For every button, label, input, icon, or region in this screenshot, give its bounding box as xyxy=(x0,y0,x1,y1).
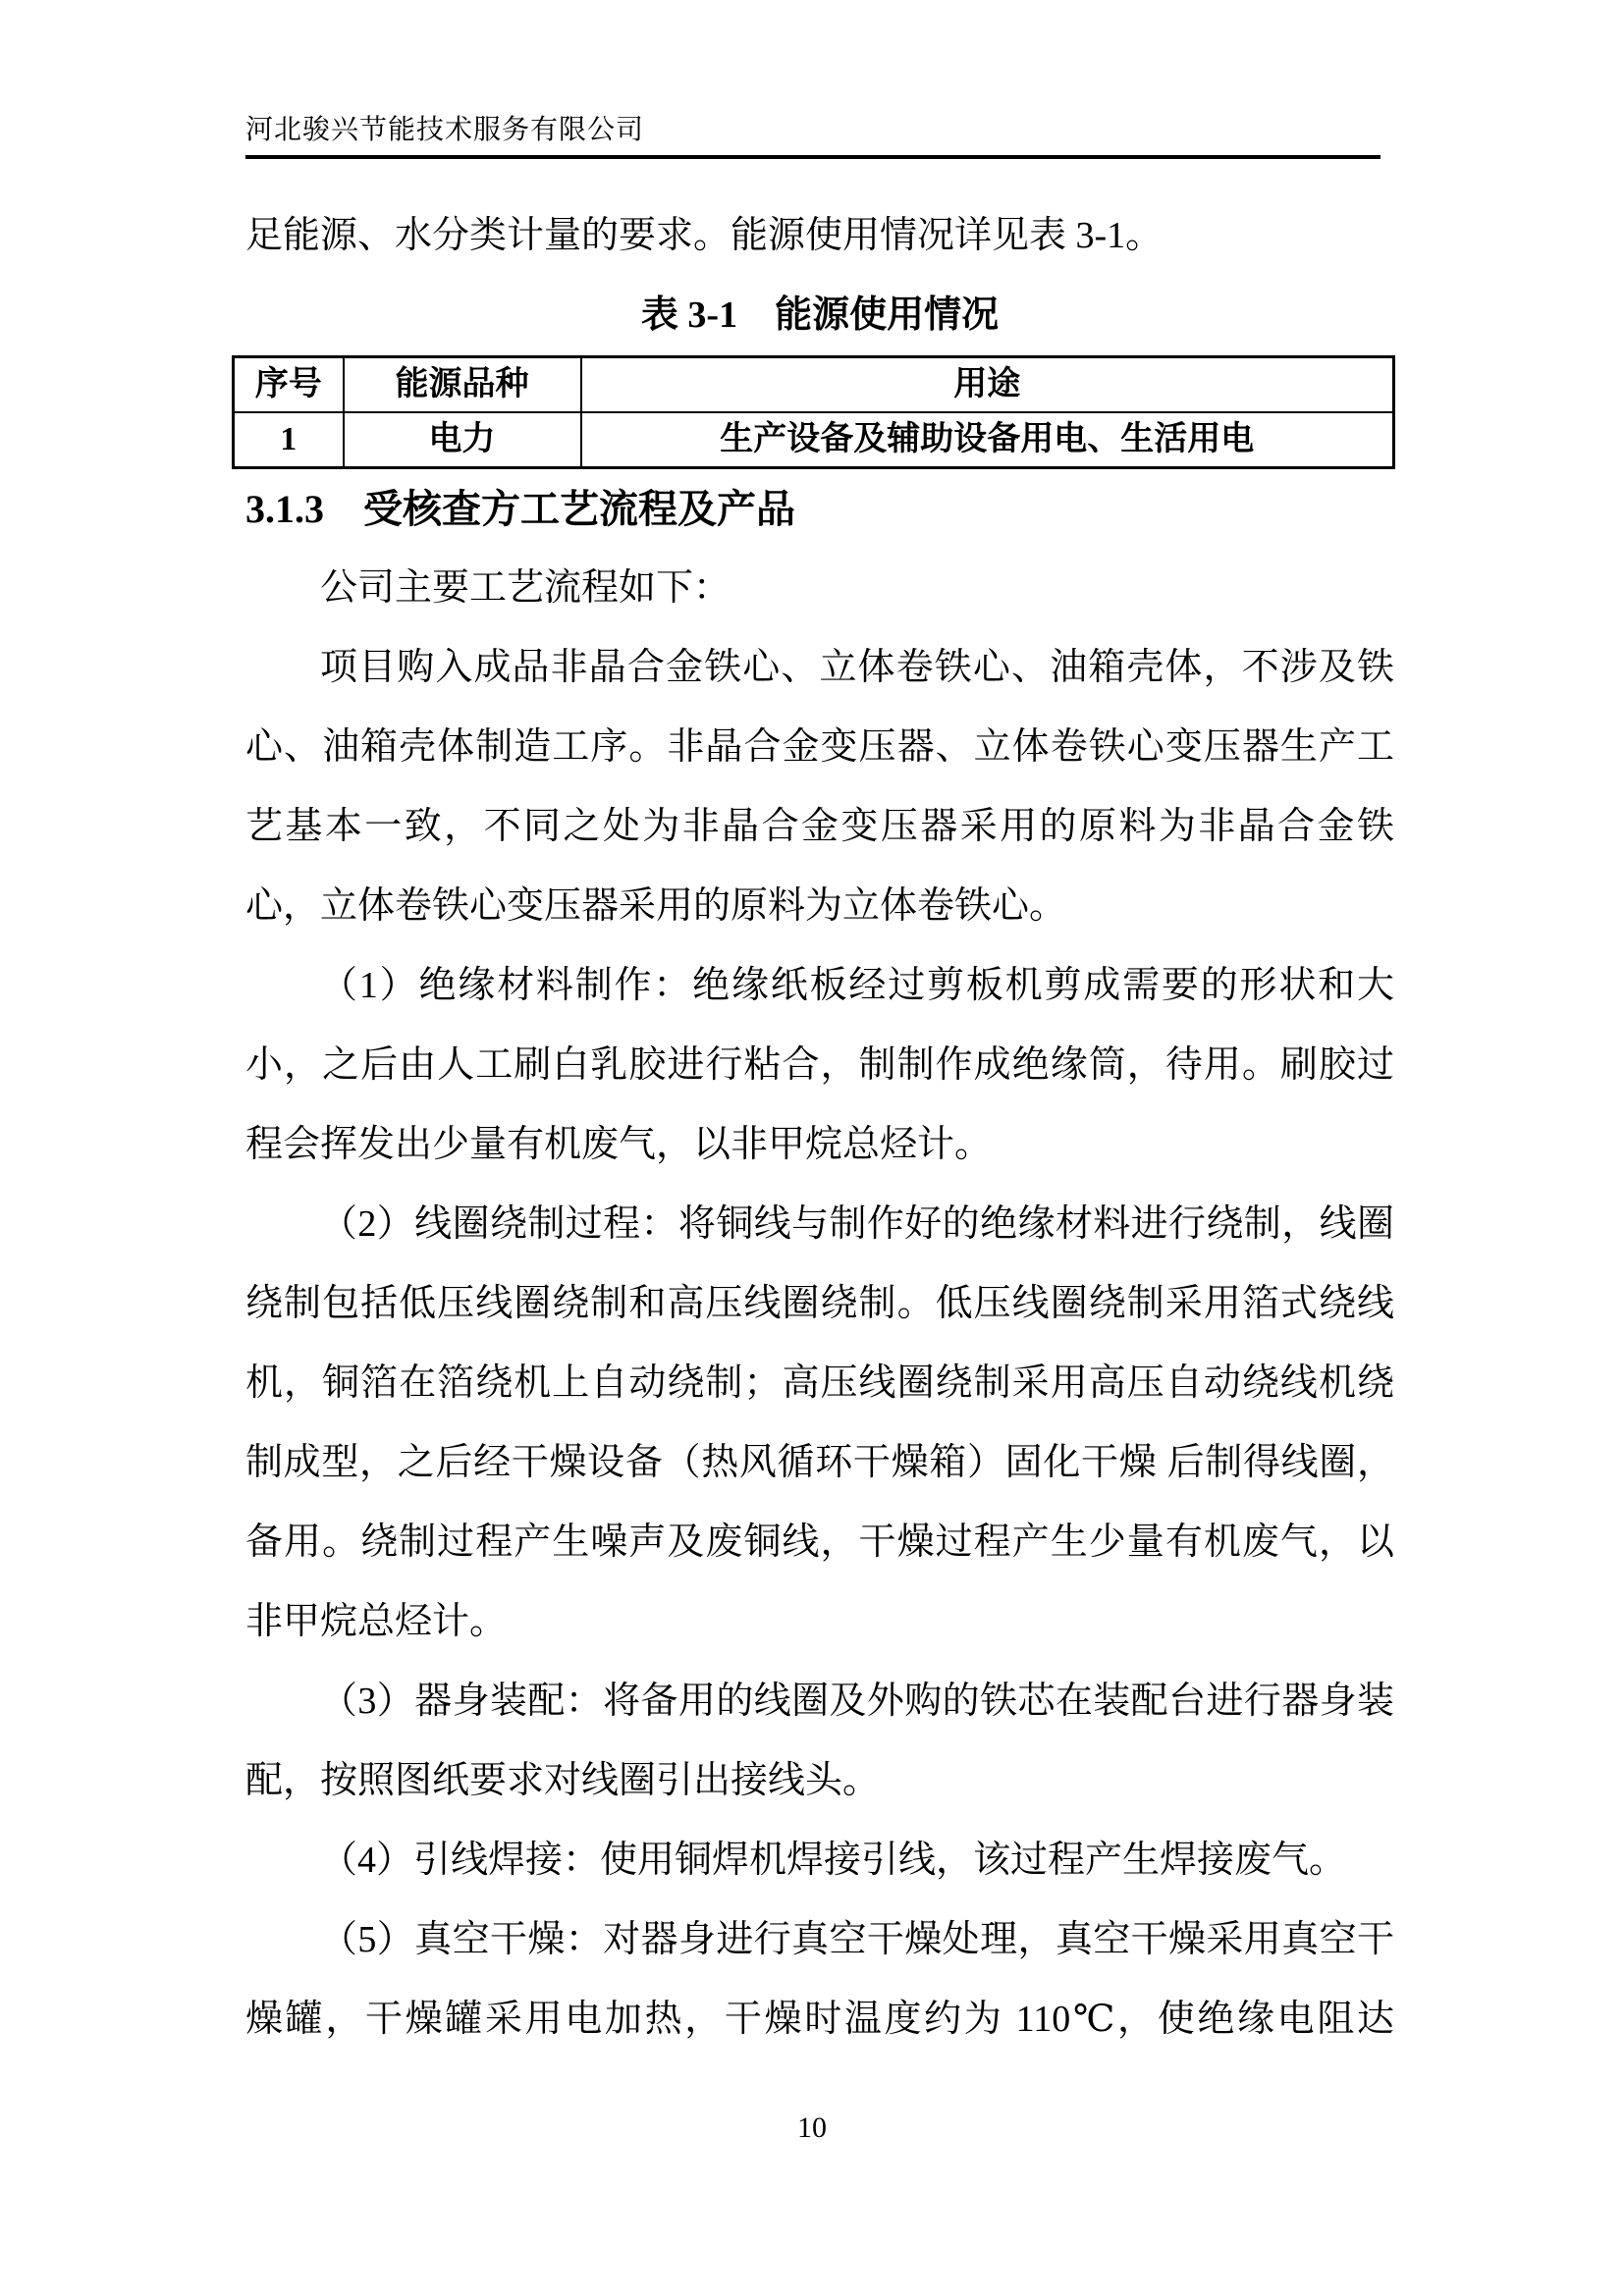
paragraph-step-1-insulation: （1）绝缘材料制作：绝缘纸板经过剪板机剪成需要的形状和大小，之后由人工刷白乳胶进行粘合，制制作成绝缘筒，待用。刷胶过程会挥发出少量有机废气，以非甲烷总烃计。 xyxy=(245,965,1394,1165)
paragraph-step-2-coil-winding: （2）线圈绕制过程：将铜线与制作好的绝缘材料进行绕制，线圈绕制包括低压线圈绕制和高压线圈绕制。低压线圈绕制采用箔式绕线机，铜箔在箔绕机上自动绕制；高压线圈绕制采用高压自动绕线机绕制成型，之后经干燥设备（热风循环干燥箱）固化干燥 后制得线圈，备用。绕制过程产生噪声及废铜线，干燥过程产生少量有机废气，以非甲烷总烃计。 xyxy=(245,1203,1394,1642)
intro-paragraph: 足能源、水分类计量的要求。能源使用情况详见表 3-1。 xyxy=(245,215,1164,256)
cell-index: 1 xyxy=(234,412,344,468)
table-row xyxy=(234,412,1394,468)
page-number: 10 xyxy=(797,2111,827,2144)
cell-energy-type: 电力 xyxy=(344,412,581,468)
page-footer xyxy=(0,2110,1624,2146)
page-header xyxy=(245,114,1380,159)
paragraph-step-4-lead-welding: （4）引线焊接：使用铜焊机焊接引线，该过程产生焊接废气。 xyxy=(320,1840,1347,1881)
paragraph-step-3-body-assembly: （3）器身装配：将备用的线圈及外购的铁芯在装配台进行器身装配，按照图纸要求对线圈引出接线头。 xyxy=(245,1681,1394,1801)
table-header-row xyxy=(234,357,1394,413)
header-company-name: 河北骏兴节能技术服务有限公司 xyxy=(245,115,645,145)
column-header-usage: 用途 xyxy=(581,357,1394,413)
cell-usage: 生产设备及辅助设备用电、生活用电 xyxy=(581,412,1394,468)
paragraph-purchased-parts: 项目购入成品非晶合金铁心、立体卷铁心、油箱壳体，不涉及铁心、油箱壳体制造工序。非晶合金变压器、立体卷铁心变压器生产工艺基本一致，不同之处为非晶合金变压器采用的原料为非晶合金铁心，立体卷铁心变压器采用的原料为立体卷铁心。 xyxy=(245,647,1394,927)
paragraph-step-5-vacuum-drying: （5）真空干燥：对器身进行真空干燥处理，真空干燥采用真空干燥罐，干燥罐采用电加热，干燥时温度约为 110℃，使绝缘电阻达 xyxy=(245,1919,1394,2040)
column-header-index: 序号 xyxy=(234,357,344,413)
section-heading: 3.1.3 受核查方工艺流程及产品 xyxy=(245,487,795,531)
paragraph-process-intro: 公司主要工艺流程如下： xyxy=(320,567,731,609)
page-body xyxy=(245,196,1394,2059)
column-header-energy-type: 能源品种 xyxy=(344,357,581,413)
table-caption: 表 3-1 能源使用情况 xyxy=(640,294,1000,336)
energy-use-table xyxy=(232,355,1395,469)
